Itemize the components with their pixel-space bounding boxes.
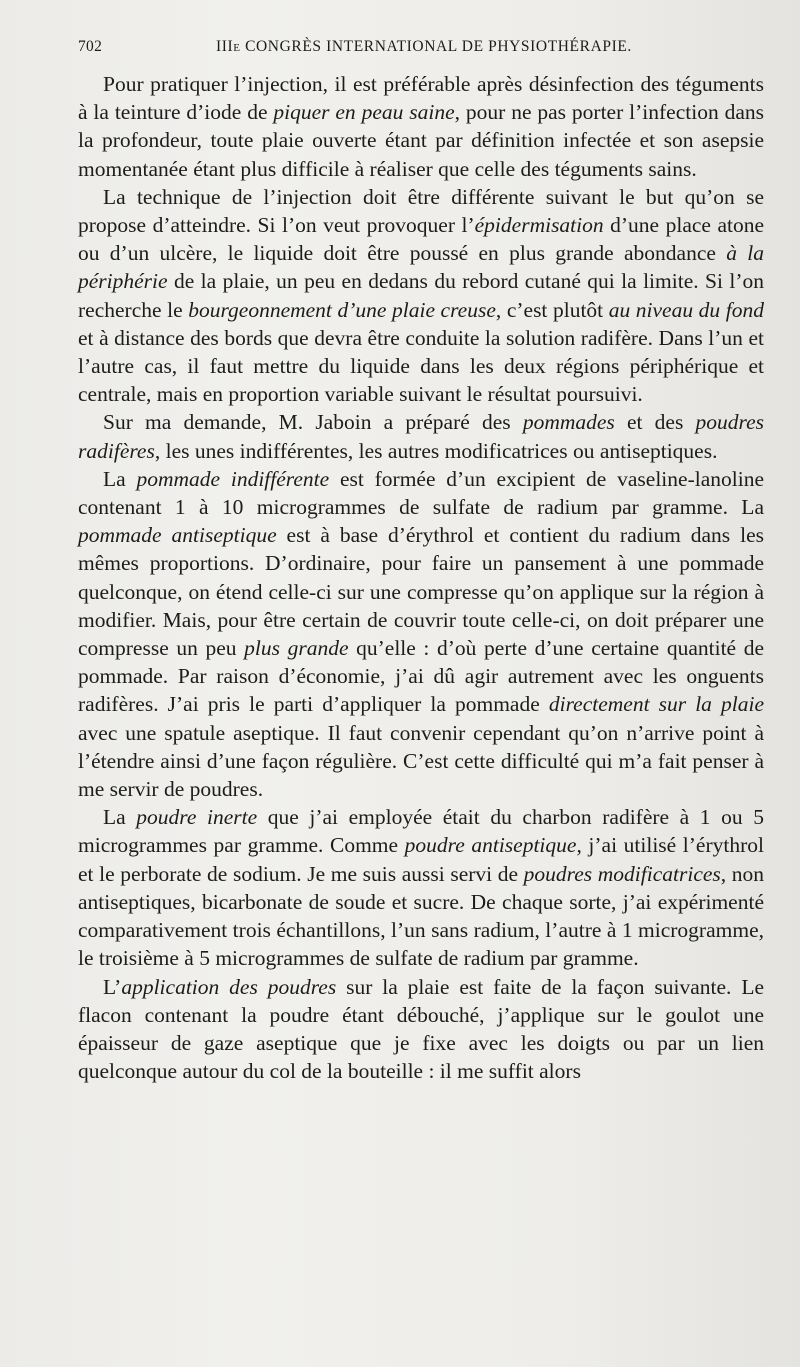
text-run: est à base d’érythrol et contient du radium dans les mêmes proportions. D’ordinaire, pour faire un pansement à une pommade quelconque, on étend celle-ci sur une compresse qu’on applique sur la région à modifier. Mais, pour être certain de couvrir toute celle-ci, on doit préparer une compresse un peu — [78, 523, 764, 661]
page-header — [78, 38, 755, 62]
text-run: Sur ma demande, M. Jaboin a préparé des — [103, 410, 523, 435]
italic-text: application des poudres — [121, 974, 337, 999]
italic-text: poudres radifères — [78, 410, 764, 463]
text-run: L’ — [103, 974, 122, 999]
italic-text: au niveau du fond — [608, 297, 764, 322]
paragraph — [78, 183, 764, 409]
text-run: avec une spatule aseptique. Il faut convenir cependant qu’on n’arrive point à l’étendre ainsi d’une façon régulière. C’est cette difficulté qui m’a fait penser à me servir de poudres. — [78, 720, 764, 802]
italic-text: pommades — [522, 410, 615, 435]
italic-text: épidermisation — [474, 213, 604, 238]
running-title: IIIe CONGRÈS INTERNATIONAL DE PHYSIOTHÉRAPIE. — [216, 38, 632, 55]
text-run: est formée d’un excipient de vaseline-lanoline contenant 1 à 10 microgrammes de sulfate de radium par gramme. La — [78, 466, 764, 520]
italic-text: bourgeonnement d’une plaie creuse — [188, 297, 496, 322]
italic-text: pommade antiseptique — [78, 523, 277, 548]
italic-text: à la périphérie — [78, 241, 764, 294]
italic-text: poudres modificatrices — [523, 861, 721, 886]
text-run: que j’ai employée était du charbon radifère à 1 ou 5 microgrammes par gramme. Comme — [78, 805, 764, 858]
page-number: 702 — [78, 38, 103, 55]
paragraph — [78, 408, 764, 464]
text-run: qu’elle : d’où perte d’une certaine quantité de pommade. Par raison d’économie, j’ai dû agir autrement avec les onguents radifères. J’ai pris le parti d’appliquer la pommade — [78, 636, 765, 717]
paragraph — [78, 465, 764, 803]
body-text — [78, 70, 764, 1085]
text-run: de la plaie, un peu en dedans du rebord cutané qui la limite. Si l’on recherche le — [78, 269, 764, 322]
text-run: et à distance des bords que devra être conduite la solution radifère. Dans l’un et l’autre cas, il faut mettre du liquide dans les deux régions périphérique et centrale, mais en proportion variable suivant le résultat poursuivi. — [78, 325, 764, 407]
italic-text: plus grande — [244, 636, 349, 661]
italic-text: directement sur la plaie — [548, 692, 764, 717]
text-run: La — [103, 466, 137, 491]
text-run: sur la plaie est faite de la façon suivante. Le flacon contenant la poudre étant débouché, j’applique sur le goulot une épaisseur de gaze aseptique que je fixe avec les doigts ou par un lien quelconque autour du col de la bouteille : il me suffit alors — [78, 974, 764, 1084]
text-run: , c’est plutôt — [495, 297, 609, 322]
text-run: La technique de l’injection doit être différente suivant le but qu’on se propose d’atteindre. Si l’on veut provoquer l’ — [78, 184, 764, 238]
text-run: , non antiseptiques, bicarbonate de soude et sucre. De chaque sorte, j’ai expérimenté comparativement trois échantillons, l’un sans radium, l’autre à 1 microgramme, le troisième à 5 microgrammes de sulfate de radium par gramme. — [78, 861, 765, 971]
text-run: Pour pratiquer l’injection, il est préférable après désinfection des téguments à la teinture d’iode de — [78, 72, 764, 125]
italic-text: poudre antiseptique — [404, 833, 577, 858]
paragraph — [78, 973, 764, 1086]
italic-text: pommade indifférente — [136, 466, 330, 491]
italic-text: piquer en peau saine — [273, 100, 455, 125]
italic-text: poudre inerte — [136, 805, 258, 830]
text-run: , les unes indifférentes, les autres modificatrices ou antiseptiques. — [154, 438, 718, 463]
text-run: , pour ne pas porter l’infection dans la profondeur, toute plaie ouverte étant par définition infectée et son asepsie momentanée étant plus difficile à réaliser que celle des téguments sains. — [78, 100, 764, 181]
paragraph — [78, 803, 764, 972]
paragraph — [78, 70, 764, 183]
text-run: La — [103, 805, 137, 830]
text-run: , j’ai utilisé l’érythrol et le perborate de sodium. Je me suis aussi servi de — [78, 833, 764, 886]
text-run: et des — [614, 410, 696, 435]
text-run: d’une place atone ou d’un ulcère, le liquide doit être poussé en plus grande abondance — [78, 213, 764, 266]
